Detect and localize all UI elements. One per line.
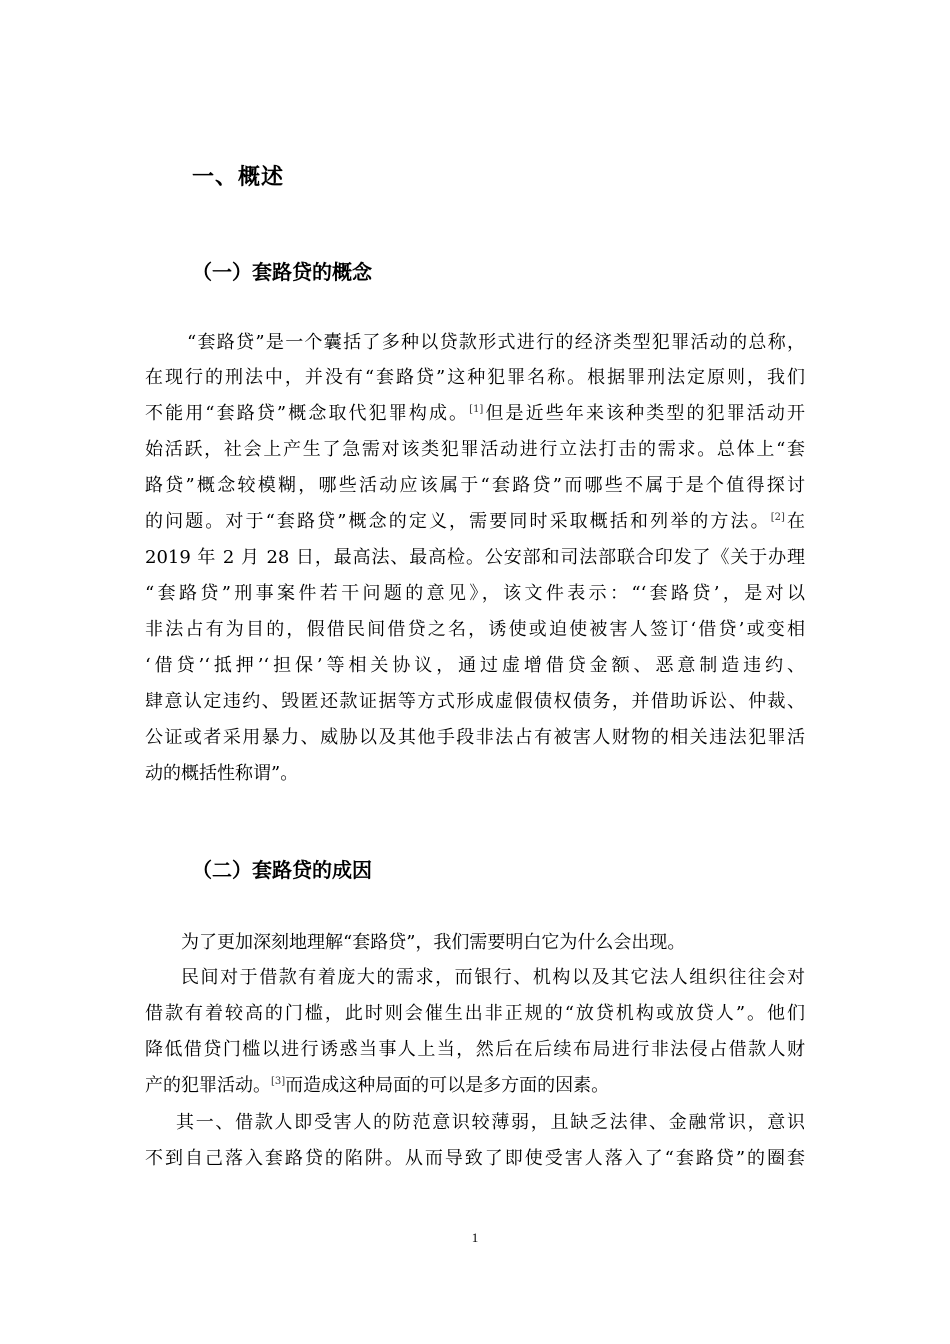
paragraph-line [145, 512, 805, 532]
paragraph-text: 而造成这种局面的可以是多方面的因素。 [285, 1075, 610, 1096]
paragraph-line: 借款有着较高的门槛，此时则会催生出非正规的“放贷机构或放贷人”。他们 [145, 1003, 805, 1024]
citation-ref: [2] [770, 512, 785, 523]
citation-ref: [1] [469, 404, 484, 415]
paragraph-line: “套路贷”刑事案件若干问题的意见》，该文件表示：“‘套路贷’，是对以 [145, 583, 805, 604]
paragraph-line: 其一、借款人即受害人的防范意识较薄弱，且缺乏法律、金融常识，意识 [176, 1112, 805, 1133]
paragraph-line: 2019 年 2 月 28 日，最高法、最高检。公安部和司法部联合印发了《关于办理 [145, 547, 805, 568]
paragraph-line: 在现行的刑法中，并没有“套路贷”这种犯罪名称。根据罪刑法定原则，我们 [145, 367, 805, 388]
paragraph-text: 在 [784, 511, 806, 532]
paragraph-line: 为了更加深刻地理解“套路贷”，我们需要明白它为什么会出现。 [181, 932, 686, 953]
paragraph-text: 产的犯罪活动。 [145, 1075, 271, 1096]
section-heading-overview: 一、概述 [192, 165, 285, 190]
paragraph-line: 路贷”概念较模糊，哪些活动应该属于“套路贷”而哪些不属于是个值得探讨 [145, 475, 805, 496]
paragraph-line: “套路贷”是一个囊括了多种以贷款形式进行的经济类型犯罪活动的总称， [187, 332, 805, 353]
paragraph-line [145, 1076, 805, 1096]
paragraph-line: 民间对于借款有着庞大的需求，而银行、机构以及其它法人组织往往会对 [181, 967, 805, 988]
paragraph-text: 不能用“套路贷”概念取代犯罪构成。 [145, 403, 470, 424]
paragraph-line: 动的概括性称谓”。 [145, 763, 299, 784]
paragraph-line: 始活跃，社会上产生了急需对该类犯罪活动进行立法打击的需求。总体上“套 [145, 439, 805, 460]
paragraph-text: 的问题。对于“套路贷”概念的定义，需要同时采取概括和列举的方法。 [145, 511, 771, 532]
paragraph-line [145, 404, 805, 424]
paragraph-text: 但是近些年来该种类型的犯罪活动开 [483, 403, 806, 424]
paragraph-line: 降低借贷门槛以进行诱惑当事人上当，然后在后续布局进行非法侵占借款人财 [145, 1039, 805, 1060]
citation-ref: [3] [271, 1076, 286, 1087]
paragraph-line: 肆意认定违约、毁匿还款证据等方式形成虚假债权债务，并借助诉讼、仲裁、 [145, 691, 805, 712]
paragraph-line: 非法占有为目的，假借民间借贷之名，诱使或迫使被害人签订‘借贷’或变相 [145, 619, 805, 640]
page-number: 1 [471, 1230, 479, 1245]
subsection-heading-causes: （二）套路贷的成因 [192, 858, 372, 882]
paragraph-line: 不到自己落入套路贷的陷阱。从而导致了即使受害人落入了“套路贷”的圈套 [145, 1148, 805, 1169]
paragraph-line: 公证或者采用暴力、威胁以及其他手段非法占有被害人财物的相关违法犯罪活 [145, 727, 805, 748]
paragraph-line: ‘借贷’‘抵押’‘担保’等相关协议，通过虚增借贷金额、恶意制造违约、 [145, 655, 805, 676]
subsection-heading-concept: （一）套路贷的概念 [192, 260, 372, 284]
